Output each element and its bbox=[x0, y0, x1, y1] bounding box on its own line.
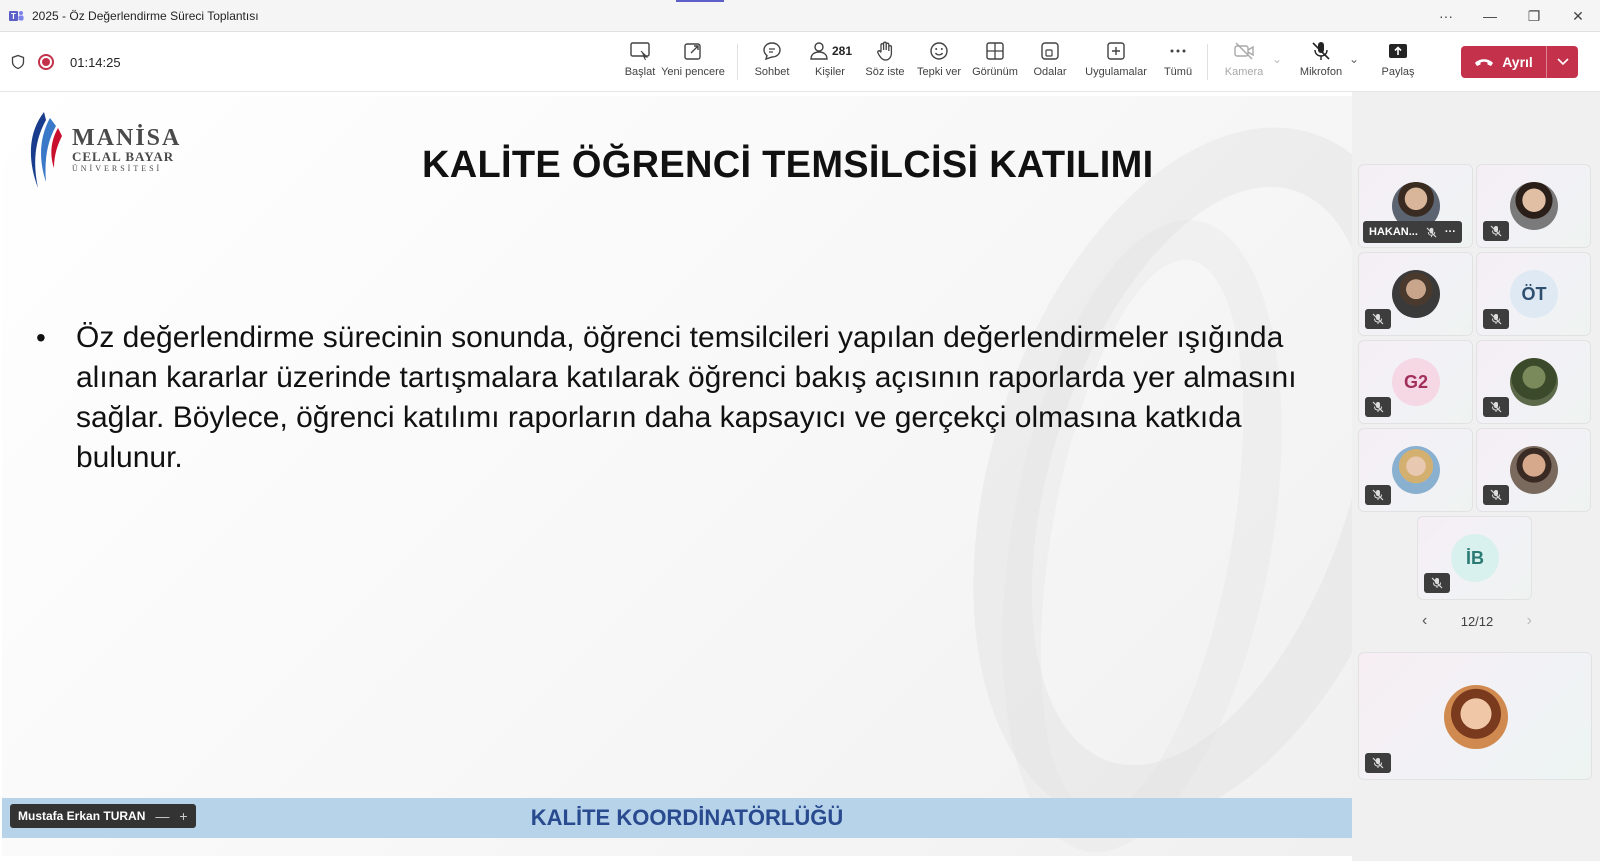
toolbar-divider bbox=[1207, 44, 1208, 80]
mic-off-icon bbox=[1426, 227, 1437, 238]
avatar: ÖT bbox=[1510, 270, 1558, 318]
mic-label: Mikrofon bbox=[1299, 66, 1343, 78]
camera-options-chevron-icon[interactable]: ⌄ bbox=[1272, 52, 1283, 66]
window-controls bbox=[1424, 0, 1600, 32]
presenter-name-tag[interactable] bbox=[10, 804, 196, 828]
share-icon bbox=[1387, 40, 1409, 62]
share-button[interactable] bbox=[1378, 40, 1418, 86]
camera-button[interactable] bbox=[1222, 40, 1266, 86]
restore-icon[interactable]: ❐ bbox=[1527, 7, 1541, 24]
logo-line-3: ÜNİVERSİTESİ bbox=[72, 164, 163, 173]
slide-bullet bbox=[36, 318, 1326, 478]
people-label: Kişiler bbox=[815, 66, 845, 78]
people-icon bbox=[808, 40, 830, 62]
mic-off-icon bbox=[1365, 753, 1391, 773]
mic-off-icon bbox=[1365, 485, 1391, 505]
camera-off-icon bbox=[1233, 40, 1255, 62]
more-button[interactable] bbox=[1160, 40, 1196, 86]
minimize-icon[interactable]: — bbox=[1483, 8, 1497, 24]
avatar bbox=[1392, 446, 1440, 494]
slide-title: KALİTE ÖĞRENCİ TEMSİLCİSİ KATILIMI bbox=[422, 144, 1154, 186]
popout-icon bbox=[682, 40, 704, 62]
avatar bbox=[1510, 182, 1558, 230]
leave-main[interactable] bbox=[1461, 46, 1547, 78]
mic-options-chevron-icon[interactable]: ⌄ bbox=[1349, 52, 1360, 66]
avatar bbox=[1510, 446, 1558, 494]
mic-off-icon bbox=[1483, 221, 1509, 241]
participant-tile[interactable] bbox=[1476, 428, 1591, 512]
raise-hand-label: Söz iste bbox=[865, 66, 905, 78]
participant-name: HAKAN... bbox=[1369, 226, 1418, 238]
logo-line-2: CELAL BAYAR bbox=[72, 149, 175, 164]
grid-view-icon bbox=[984, 40, 1006, 62]
chat-button[interactable] bbox=[752, 40, 792, 86]
more-options-icon[interactable]: ··· bbox=[1439, 8, 1453, 24]
mic-off-icon bbox=[1365, 309, 1391, 329]
mic-button[interactable] bbox=[1296, 40, 1346, 86]
view-label: Görünüm bbox=[972, 66, 1018, 78]
participant-gallery bbox=[1352, 92, 1600, 861]
previous-page-icon[interactable]: ‹ bbox=[1422, 612, 1428, 629]
chat-label: Sohbet bbox=[754, 66, 790, 78]
avatar: İB bbox=[1451, 534, 1499, 582]
hand-icon bbox=[874, 40, 896, 62]
new-window-label: Yeni pencere bbox=[661, 66, 725, 78]
window-title: 2025 - Öz Değerlendirme Süreci Toplantısı bbox=[32, 8, 259, 23]
react-label: Tepki ver bbox=[916, 66, 962, 78]
self-view-tile[interactable] bbox=[1358, 652, 1592, 780]
logo-line-1: MANİSA bbox=[72, 125, 182, 151]
react-button[interactable] bbox=[916, 40, 962, 86]
slide-bullet-text: Öz değerlendirme sürecinin sonunda, öğrenci temsilcileri yapılan değerlendirmeler ışığında alınan kararlar üzerinde tartışmalara katılarak öğrenci bakış açısının raporlarda yer almasını sağlar. Böylece, öğrenci katılımı raporların daha kapsayıcı ve gerçekçi olmasına katkıda bulunur. bbox=[76, 321, 1297, 474]
share-label: Paylaş bbox=[1381, 66, 1415, 78]
participant-name-chip bbox=[1363, 221, 1462, 243]
zoom-out-icon[interactable]: — bbox=[155, 808, 170, 824]
mic-off-icon bbox=[1424, 573, 1450, 593]
rooms-icon bbox=[1039, 40, 1061, 62]
meeting-timer: 01:14:25 bbox=[70, 54, 121, 70]
university-logo-text bbox=[72, 126, 181, 174]
avatar bbox=[1392, 270, 1440, 318]
participant-tile[interactable] bbox=[1358, 164, 1473, 248]
mic-off-icon bbox=[1483, 397, 1509, 417]
leave-label: Ayrıl bbox=[1502, 54, 1533, 70]
new-window-button[interactable] bbox=[660, 40, 726, 86]
shared-content-stage bbox=[0, 92, 1352, 861]
next-page-icon[interactable]: › bbox=[1526, 612, 1532, 629]
close-icon[interactable]: ✕ bbox=[1572, 7, 1584, 24]
mic-off-icon bbox=[1483, 485, 1509, 505]
chat-icon bbox=[761, 40, 783, 62]
slide-footer-text: KALİTE KOORDİNATÖRLÜĞÜ bbox=[530, 805, 844, 830]
shield-icon[interactable] bbox=[10, 54, 26, 70]
rooms-button[interactable] bbox=[1030, 40, 1070, 86]
meeting-toolbar bbox=[0, 32, 1600, 92]
participant-tile[interactable] bbox=[1476, 252, 1591, 336]
svg-text:T: T bbox=[11, 11, 16, 21]
participant-tile[interactable] bbox=[1358, 340, 1473, 424]
participant-tile[interactable] bbox=[1476, 340, 1591, 424]
active-tab-indicator bbox=[676, 0, 724, 2]
mic-off-icon bbox=[1483, 309, 1509, 329]
recording-icon bbox=[38, 54, 54, 70]
people-button[interactable] bbox=[804, 40, 856, 86]
bullet-marker: • bbox=[36, 322, 46, 353]
camera-label: Kamera bbox=[1224, 66, 1264, 78]
university-logo bbox=[24, 108, 181, 192]
presenter-name: Mustafa Erkan TURAN bbox=[18, 809, 146, 823]
start-button[interactable] bbox=[620, 40, 660, 86]
emoji-icon bbox=[928, 40, 950, 62]
page-indicator: 12/12 bbox=[1460, 613, 1494, 629]
teams-logo-icon bbox=[8, 8, 24, 24]
avatar bbox=[1444, 685, 1508, 749]
rooms-label: Odalar bbox=[1033, 66, 1067, 78]
apps-label: Uygulamalar bbox=[1085, 66, 1147, 78]
people-count: 281 bbox=[831, 44, 853, 58]
mic-off-icon bbox=[1310, 40, 1332, 62]
more-icon bbox=[1167, 40, 1189, 62]
toolbar-divider bbox=[737, 44, 738, 80]
leave-options-chevron-icon[interactable] bbox=[1547, 58, 1578, 66]
apps-button[interactable] bbox=[1082, 40, 1150, 86]
participant-tile[interactable] bbox=[1358, 428, 1473, 512]
participant-tile[interactable] bbox=[1476, 164, 1591, 248]
leave-button[interactable] bbox=[1461, 46, 1578, 78]
start-label: Başlat bbox=[624, 66, 656, 78]
participant-tile[interactable] bbox=[1358, 252, 1473, 336]
slide-footer bbox=[2, 798, 1352, 838]
participant-more-icon[interactable]: ··· bbox=[1444, 226, 1456, 238]
mic-off-icon bbox=[1365, 397, 1391, 417]
view-button[interactable] bbox=[970, 40, 1020, 86]
avatar bbox=[1510, 358, 1558, 406]
more-label: Tümü bbox=[1163, 66, 1193, 78]
meeting-status bbox=[10, 32, 121, 92]
university-flame-icon bbox=[24, 108, 64, 192]
present-icon bbox=[629, 40, 651, 62]
zoom-in-icon[interactable]: + bbox=[179, 808, 188, 824]
gallery-pager bbox=[1422, 612, 1532, 630]
raise-hand-button[interactable] bbox=[862, 40, 908, 86]
avatar: G2 bbox=[1392, 358, 1440, 406]
participant-tile[interactable] bbox=[1417, 516, 1532, 600]
hang-up-icon bbox=[1474, 56, 1494, 68]
window-titlebar bbox=[0, 0, 1600, 32]
add-app-icon bbox=[1105, 40, 1127, 62]
presentation-slide bbox=[2, 96, 1352, 856]
